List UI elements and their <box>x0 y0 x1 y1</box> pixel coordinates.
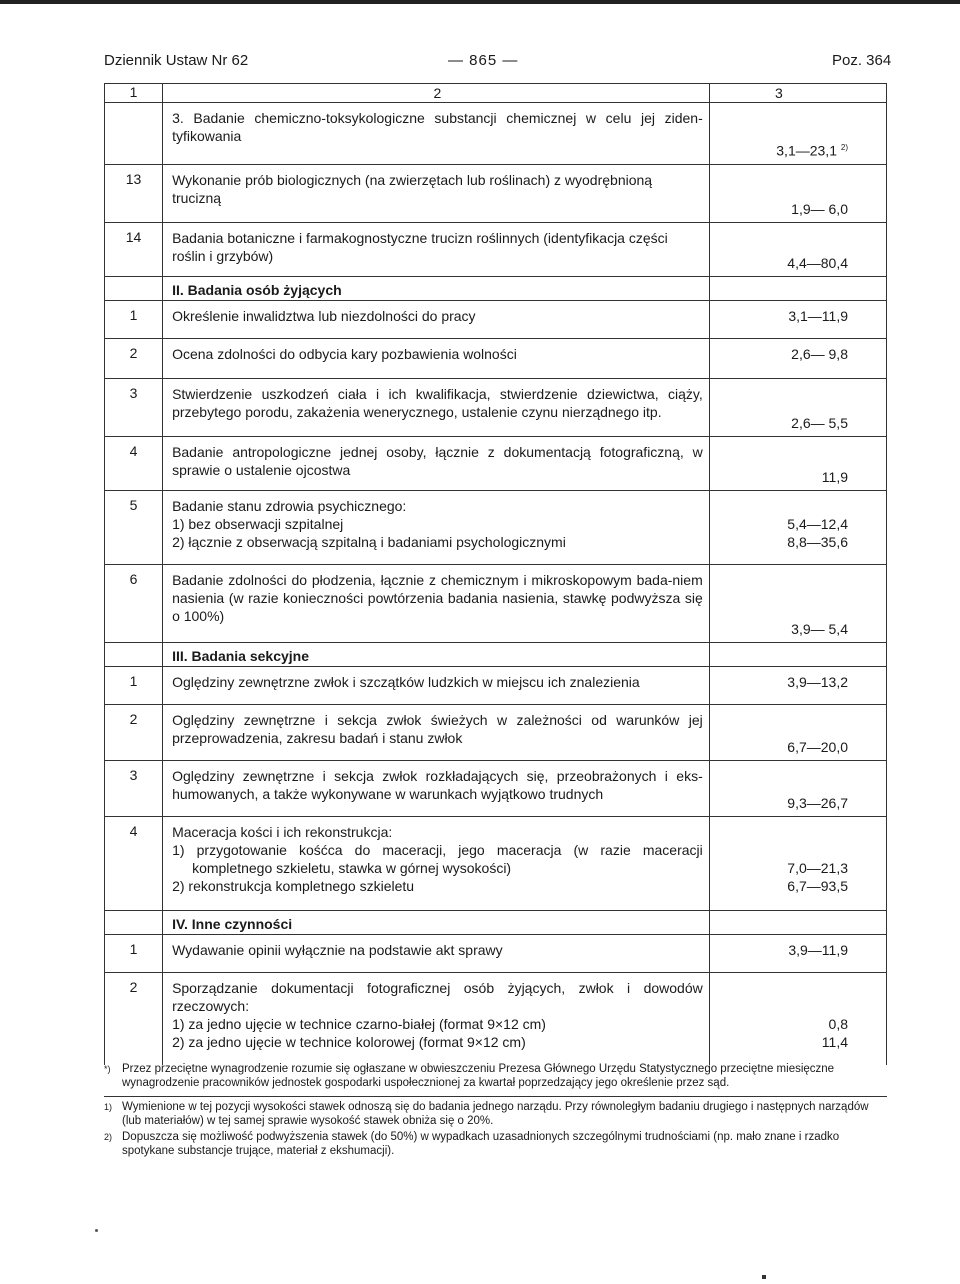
row-text: Badanie antropologiczne jednej osoby, łącznie z dokumentacją fotograficzną, w sprawie o ustalenie ojcostwa <box>163 437 710 491</box>
row-value: 4,4—80,4 <box>709 223 886 277</box>
table-row <box>105 491 887 565</box>
col-header-1: 1 <box>105 84 163 103</box>
table-row <box>105 103 887 165</box>
row-value: 3,9—11,9 <box>709 935 886 973</box>
page-number: — 865 — <box>448 52 519 69</box>
footnote-text: Wymienione w tej pozycji wysokości stawek odnoszą się do badania jednego narządu. Przy równoległym badaniu drugiego i następnych narządów (lub materiałów) w tej samej sprawie wysokość stawek obniża się o 20%. <box>122 1101 869 1127</box>
row-text: 3. Badanie chemiczno-toksykologiczne substancji chemicznej w celu jej ziden-tyfikowania <box>163 103 710 165</box>
row-num: 5 <box>105 491 163 565</box>
list-value: 0,8 <box>828 1016 848 1032</box>
row-num: 4 <box>105 437 163 491</box>
footnote-ref: 2) <box>840 143 848 153</box>
list-item: 1) przygotowanie kośćca do maceracji, jego maceracja (w razie maceracji kompletnego szkieletu, stawka w górnej wysokości) <box>172 842 703 876</box>
row-text <box>163 973 710 1065</box>
row-num: 3 <box>105 761 163 817</box>
row-text: Oględziny zewnętrzne zwłok i szczątków ludzkich w miejscu ich znalezienia <box>163 667 710 705</box>
footnotes-numbered <box>104 1100 887 1160</box>
table-row <box>105 761 887 817</box>
row-num: 13 <box>105 165 163 223</box>
row-num: 1 <box>105 301 163 339</box>
table-row <box>105 379 887 437</box>
row-num: 2 <box>105 705 163 761</box>
journal-title: Dziennik Ustaw Nr 62 <box>104 52 249 69</box>
row-value: 11,9 <box>709 437 886 491</box>
footnote-divider <box>104 1096 887 1097</box>
table-header-row <box>105 84 887 103</box>
top-rule <box>0 0 960 4</box>
table-row <box>105 223 887 277</box>
row-text: Określenie inwalidztwa lub niezdolności do pracy <box>163 301 710 339</box>
row-value: 3,9—13,2 <box>709 667 886 705</box>
row-text <box>163 491 710 565</box>
row-intro: Maceracja kości i ich rekonstrukcja: <box>172 824 393 840</box>
row-text: Badania botaniczne i farmakognostyczne trucizn roślinnych (identyfikacja części roślin i grzybów) <box>163 223 710 277</box>
row-num: 4 <box>105 817 163 911</box>
row-text: Wykonanie prób biologicznych (na zwierzętach lub roślinach) z wyodrębnioną trucizną <box>163 165 710 223</box>
footnote-star <box>104 1062 887 1092</box>
row-text: Ocena zdolności do odbycia kary pozbawienia wolności <box>163 339 710 379</box>
footnote-text: Przez przeciętne wynagrodzenie rozumie się ogłaszane w obwieszczeniu Prezesa Głównego Urzędu Statystycznego przeciętne miesięczne wynagrodzenie pracowników jednostek gospodarki uspołecznionej za kwartał poprzedzający jego określenie przez sąd. <box>122 1063 835 1089</box>
list-value: 11,4 <box>821 1034 848 1050</box>
footnote-text: Dopuszcza się możliwość podwyższenia stawek (do 50%) w wypadkach uzasadnionych szczególnymi trudnościami (np. mało znane i rzadko spotykane substancje trujące, materiał z ekshumacji). <box>122 1131 840 1157</box>
table-row <box>105 165 887 223</box>
section-title: IV. Inne czynności <box>163 911 710 935</box>
value-text: 3,1—23,1 <box>776 143 837 159</box>
list-item: 2) rekonstrukcja kompletnego szkieletu <box>172 878 415 894</box>
footnote-mark: *) <box>104 1064 111 1074</box>
row-value: 1,9— 6,0 <box>709 165 886 223</box>
table-row <box>105 705 887 761</box>
footnote-mark: 1) <box>104 1102 113 1112</box>
footnote-mark: 2) <box>104 1132 113 1142</box>
list-item: 2) za jedno ujęcie w technice kolorowej (format 9×12 cm) <box>172 1034 526 1050</box>
table-row <box>105 301 887 339</box>
list-item: 2) łącznie z obserwacją szpitalną i badaniami psychologicznymi <box>172 534 566 550</box>
row-text: Badanie zdolności do płodzenia, łącznie z chemicznym i mikroskopowym bada-niem nasienia (w razie konieczności powtórzenia badania nasienia, stawkę podwyższa się o 100%) <box>163 565 710 643</box>
row-num: 2 <box>105 339 163 379</box>
row-intro: Sporządzanie dokumentacji fotograficznej osób żyjących, zwłok i dowodów rzeczowych: <box>172 980 703 1014</box>
table-row <box>105 565 887 643</box>
section-title: II. Badania osób żyjących <box>163 277 710 301</box>
row-value <box>709 973 886 1065</box>
col-header-2: 2 <box>163 84 710 103</box>
section-title: III. Badania sekcyjne <box>163 643 710 667</box>
table-row <box>105 339 887 379</box>
row-num: 3 <box>105 379 163 437</box>
section-heading-row <box>105 911 887 935</box>
row-intro: Badanie stanu zdrowia psychicznego: <box>172 498 407 514</box>
table-row <box>105 667 887 705</box>
row-num: 6 <box>105 565 163 643</box>
row-value <box>709 491 886 565</box>
row-value: 3,9— 5,4 <box>709 565 886 643</box>
row-value: 9,3—26,7 <box>709 761 886 817</box>
list-value: 7,0—21,3 <box>787 860 848 876</box>
speck <box>95 1229 98 1232</box>
speck <box>762 1275 766 1279</box>
row-num <box>105 103 163 165</box>
list-item: 1) za jedno ujęcie w technice czarno-białej (format 9×12 cm) <box>172 1016 546 1032</box>
section-heading-row <box>105 643 887 667</box>
row-value <box>709 817 886 911</box>
row-text <box>163 817 710 911</box>
row-value: 2,6— 9,8 <box>709 339 886 379</box>
row-value <box>709 103 886 165</box>
list-item: 1) bez obserwacji szpitalnej <box>172 516 344 532</box>
row-num: 2 <box>105 973 163 1065</box>
position-number: Poz. 364 <box>832 52 892 69</box>
row-text: Oględziny zewnętrzne i sekcja zwłok rozkładających się, przeobrażonych i eks-humowanych, a także wykonywane w warunkach wyjątkowo trudnych <box>163 761 710 817</box>
row-text: Stwierdzenie uszkodzeń ciała i ich kwalifikacja, stwierdzenie dziewictwa, ciąży, przebytego porodu, zakażenia wenerycznego, ustalenie czynu nierządnego itp. <box>163 379 710 437</box>
col-header-3: 3 <box>709 84 886 103</box>
table-row <box>105 973 887 1065</box>
list-value: 8,8—35,6 <box>787 534 848 550</box>
table-row <box>105 935 887 973</box>
row-text: Oględziny zewnętrzne i sekcja zwłok świeżych w zależności od warunków jej przeprowadzenia, zakresu badań i stanu zwłok <box>163 705 710 761</box>
row-text: Wydawanie opinii wyłącznie na podstawie akt sprawy <box>163 935 710 973</box>
fee-table <box>104 83 887 1065</box>
table-row <box>105 437 887 491</box>
row-value: 3,1—11,9 <box>709 301 886 339</box>
row-num: 1 <box>105 667 163 705</box>
list-value: 5,4—12,4 <box>787 516 848 532</box>
row-value: 2,6— 5,5 <box>709 379 886 437</box>
table-row <box>105 817 887 911</box>
row-num: 1 <box>105 935 163 973</box>
list-value: 6,7—93,5 <box>787 878 848 894</box>
row-num: 14 <box>105 223 163 277</box>
row-value: 6,7—20,0 <box>709 705 886 761</box>
section-heading-row <box>105 277 887 301</box>
